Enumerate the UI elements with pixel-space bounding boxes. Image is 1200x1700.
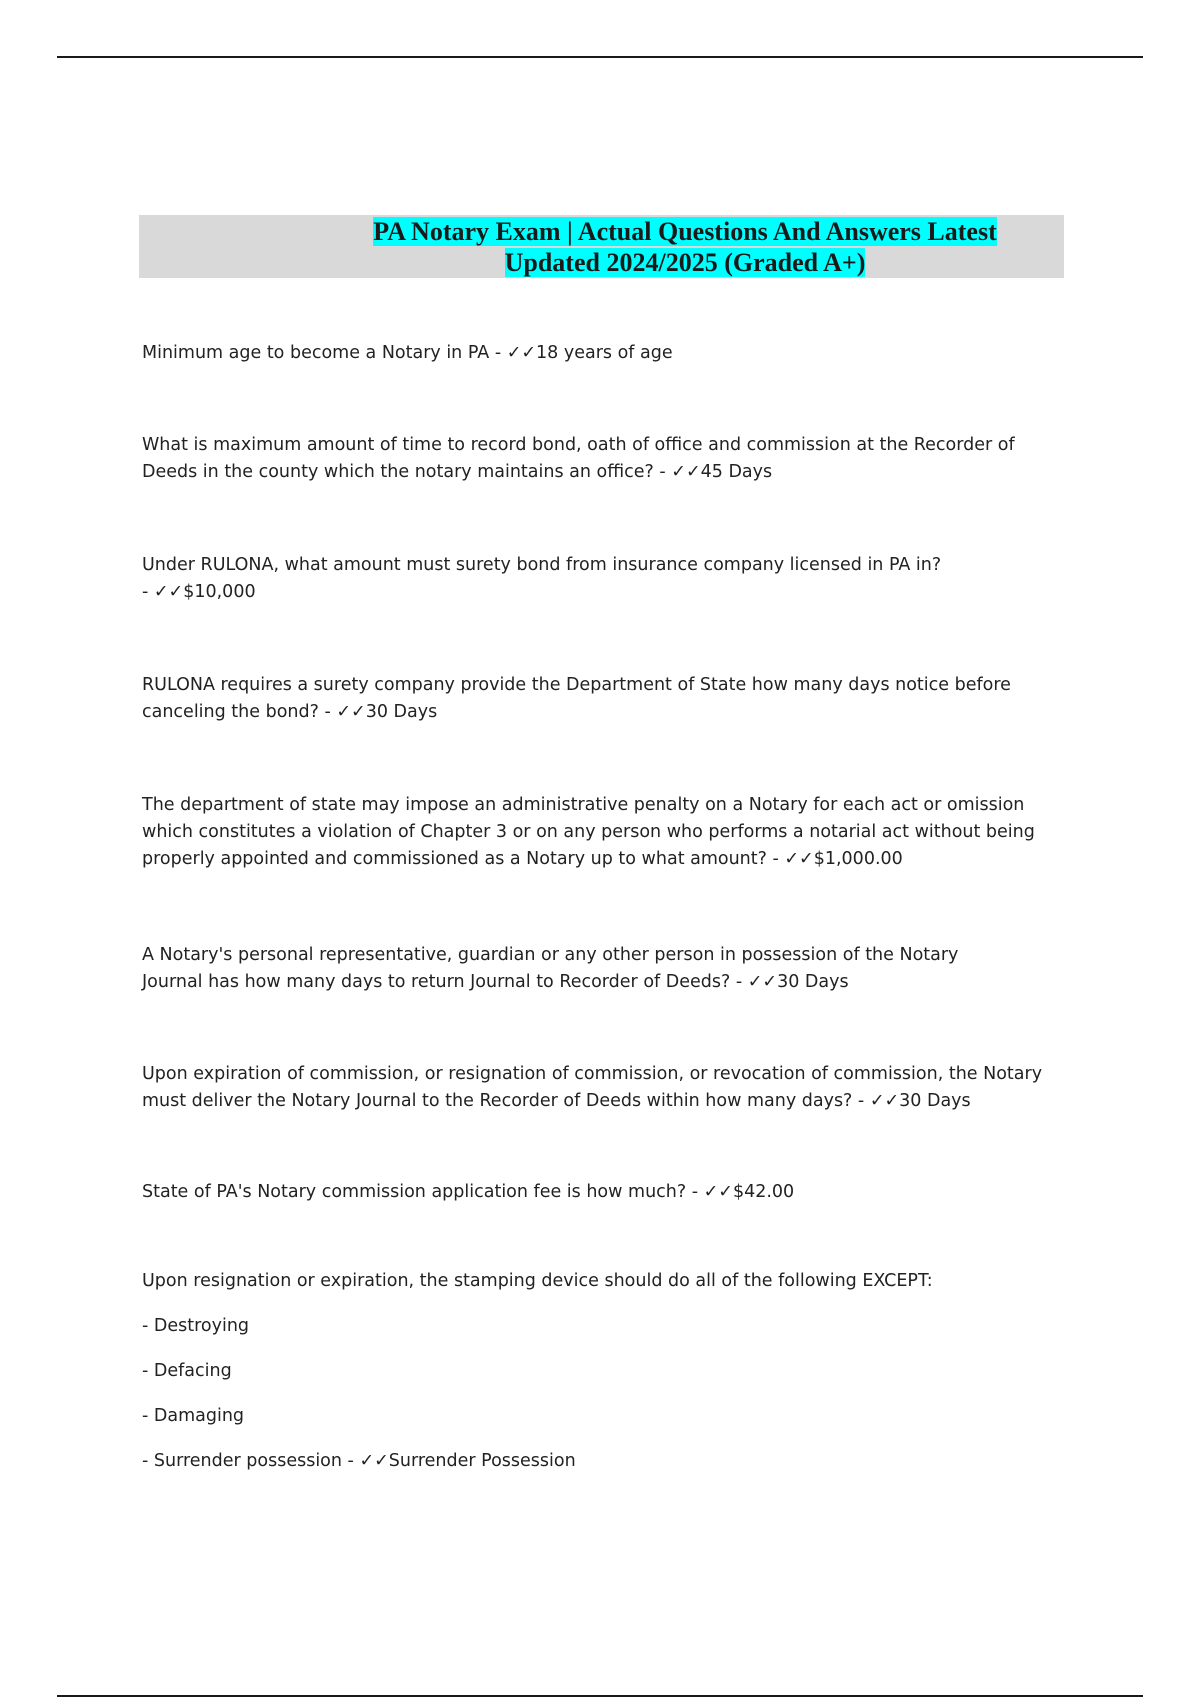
qa-item-5 <box>142 792 1042 873</box>
question-text: State of PA's Notary commission application fee is how much? <box>142 1182 687 1202</box>
qa-item-9 <box>142 1268 1062 1295</box>
separator: - <box>341 1451 360 1471</box>
check-mark-icon: ✓✓ <box>336 702 366 722</box>
check-mark-icon: ✓✓ <box>747 972 778 992</box>
qa-item-8 <box>142 1179 1062 1206</box>
check-mark-icon: ✓✓ <box>784 849 814 869</box>
question-text: The department of state may impose an administrative penalty on a Notary for each act or omission which constitutes a violation of Chapter 3 or on any person who performs a notarial act without being properly appointed and commissioned as a Notary up to what amount? <box>142 795 1035 869</box>
question-text: RULONA requires a surety company provide the Department of State how many days notice before canceling the bond? <box>142 675 1011 722</box>
separator: - <box>766 849 785 869</box>
title-line-1: PA Notary Exam | Actual Questions And Answers Latest <box>373 217 997 246</box>
check-mark-icon: ✓✓ <box>153 582 184 602</box>
separator: - <box>318 702 337 722</box>
answer-text: 45 Days <box>700 462 773 482</box>
separator: - <box>852 1091 870 1111</box>
answer-text: 30 Days <box>899 1091 971 1111</box>
title-line-2: Updated 2024/2025 (Graded A+) <box>504 248 866 277</box>
option-destroying: - Destroying <box>142 1316 250 1336</box>
qa-item-2 <box>142 432 1062 486</box>
option-defacing: - Defacing <box>142 1361 232 1381</box>
qa-item-7 <box>142 1061 1062 1115</box>
separator: - <box>730 972 748 992</box>
qa-item-3 <box>142 552 1062 606</box>
check-mark-icon: ✓✓ <box>506 343 537 363</box>
bottom-rule <box>57 1695 1143 1697</box>
qa-item-4 <box>142 672 1062 726</box>
document-title <box>300 216 1070 278</box>
check-mark-icon: ✓✓ <box>671 462 701 482</box>
separator: - <box>142 582 154 602</box>
answer-text: Surrender Possession <box>388 1451 576 1471</box>
check-mark-icon: ✓✓ <box>359 1451 389 1471</box>
question-text: What is maximum amount of time to record bond, oath of office and commission at the Recorder of Deeds in the county which the notary maintains an office? <box>142 435 1015 482</box>
qa-item-1 <box>142 340 1062 367</box>
option-text: - Surrender possession <box>142 1451 342 1471</box>
question-text: Under RULONA, what amount must surety bond from insurance company licensed in PA in? <box>142 555 942 575</box>
question-text: Upon expiration of commission, or resignation of commission, or revocation of commission, the Notary must deliver the Notary Journal to the Recorder of Deeds within how many days? <box>142 1064 1043 1111</box>
top-rule <box>57 56 1143 58</box>
separator: - <box>653 462 672 482</box>
question-text: Upon resignation or expiration, the stamping device should do all of the following EXCEPT: <box>142 1271 933 1291</box>
answer-text: 18 years of age <box>536 343 673 363</box>
question-text: A Notary's personal representative, guardian or any other person in possession of the Notary Journal has how many days to return Journal to Recorder of Deeds? <box>142 945 959 992</box>
option-damaging: - Damaging <box>142 1406 245 1426</box>
qa-item-6 <box>142 942 982 996</box>
check-mark-icon: ✓✓ <box>703 1182 733 1202</box>
question-text: Minimum age to become a Notary in PA <box>142 343 490 363</box>
separator: - <box>686 1182 704 1202</box>
separator: - <box>489 343 507 363</box>
answer-text: $10,000 <box>183 582 256 602</box>
option-surrender-possession <box>142 1448 576 1475</box>
answer-text: $42.00 <box>732 1182 795 1202</box>
answer-text: 30 Days <box>777 972 849 992</box>
check-mark-icon: ✓✓ <box>869 1091 900 1111</box>
answer-text: 30 Days <box>365 702 438 722</box>
answer-text: $1,000.00 <box>813 849 903 869</box>
